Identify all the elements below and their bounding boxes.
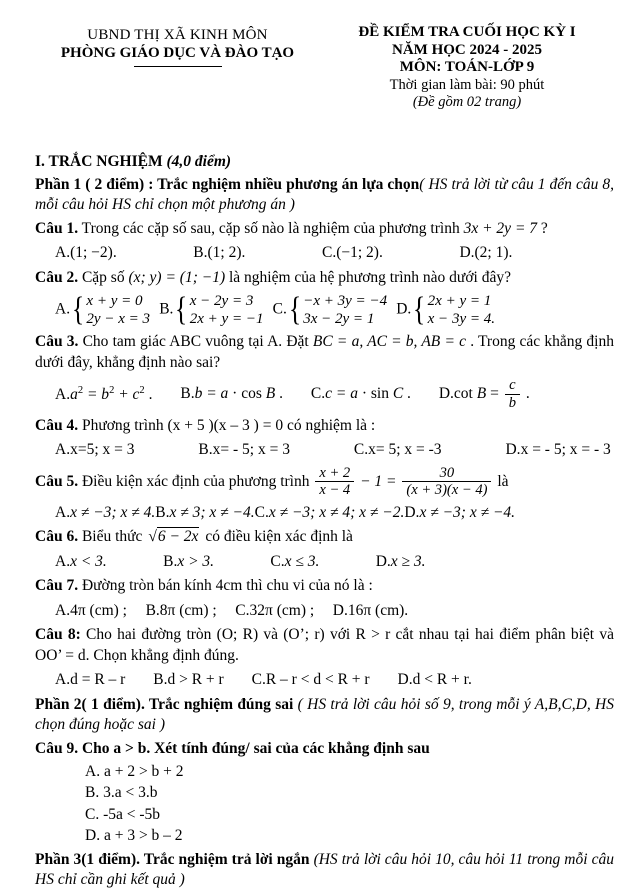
- text-segment: . Trong các khẳng định dưới đây, khẳng định nào sai?: [35, 333, 614, 371]
- text-segment: x=5; x = 3: [70, 441, 135, 459]
- text-segment: Trong các cặp số sau, cặp số nào là nghiệm của phương trình: [78, 219, 464, 237]
- fraction-denominator: x − 4: [319, 482, 351, 499]
- question-2-options-b: [159, 292, 263, 328]
- question-2-options-d: [396, 292, 495, 328]
- question-3-options-d: [439, 377, 530, 411]
- option-label: C.: [235, 601, 250, 619]
- exam-title-block: [320, 24, 614, 112]
- question-7-options: [55, 601, 408, 621]
- fraction: [315, 465, 354, 499]
- question-5-options: [55, 503, 516, 523]
- text-segment: I. TRẮC NGHIỆM: [35, 152, 167, 170]
- question-6-options-c: [270, 552, 319, 572]
- option-label: B.: [163, 552, 178, 570]
- text-segment: x ≠ 3; x ≠ −4.: [169, 504, 255, 522]
- question-3-options: [55, 377, 530, 411]
- option-label: D.: [459, 244, 475, 262]
- question-4-options: [55, 440, 611, 460]
- text-segment: BC = a, AC = b, AB = c: [312, 333, 466, 351]
- option-label: A.: [55, 244, 71, 262]
- text-segment: Câu 8:: [35, 626, 81, 644]
- question-8-options-b: [153, 670, 223, 690]
- question-4-options-b: [198, 440, 290, 460]
- school-year: NĂM HỌC 2024 - 2025: [392, 41, 542, 58]
- equation-system: [411, 292, 495, 328]
- text-segment: có điều kiện xác định là: [201, 528, 353, 546]
- equation-system: [70, 292, 150, 328]
- question-8-options-d: [398, 670, 472, 690]
- text-segment: d < R + r.: [412, 671, 472, 689]
- text-segment: · cos: [228, 385, 266, 403]
- text-segment: x < 3.: [70, 552, 107, 570]
- text-segment: Phương trình (x + 5 )(x – 3 ) = 0 có nghiệm là :: [78, 416, 376, 434]
- part-2-heading: [35, 695, 614, 736]
- text-segment: Phần 1 ( 2 điểm) : Trắc nghiệm nhiều phương án lựa chọn: [35, 175, 420, 193]
- part-1-heading: [35, 175, 614, 216]
- text-segment: x > 3.: [177, 552, 215, 570]
- text-segment: 16π (cm).: [347, 601, 409, 619]
- text-segment: .: [403, 385, 411, 403]
- question-7-options-a: [55, 601, 127, 621]
- option-label: C.: [272, 300, 287, 318]
- text-segment: Phần 3(1 điểm). Trắc nghiệm trả lời ngắn: [35, 850, 314, 868]
- question-9-option-d: [85, 826, 614, 846]
- document-body: [35, 152, 614, 891]
- question-3-options-b: [180, 384, 283, 404]
- text-segment: (−1; 2).: [336, 244, 383, 262]
- option-label: A.: [55, 385, 71, 403]
- fraction: [505, 377, 520, 411]
- question-8-options-a: [55, 670, 125, 690]
- text-segment: Biểu thức: [78, 528, 147, 546]
- text-segment: (HS trả lời câu hỏi 10, câu hỏi 11 trong mỗi câu HS chỉ cần ghi kết quả ): [35, 850, 614, 889]
- text-segment: 3x + 2y = 7: [463, 219, 538, 237]
- text-segment: b = a: [194, 385, 229, 403]
- question-6-options-b: [163, 552, 214, 572]
- question-5: [35, 465, 614, 499]
- question-6-options-a: [55, 552, 107, 572]
- text-segment: Câu 3.: [35, 333, 79, 351]
- option-label: A.: [55, 504, 71, 522]
- text-segment: ( HS trả lời câu hỏi số 9, trong mỗi ý A,B,C,D, HS chọn đúng hoặc sai ): [35, 695, 614, 734]
- option-label: D.: [375, 552, 391, 570]
- question-4: [35, 416, 614, 436]
- text-segment: B. 3.a < 3.b: [85, 784, 158, 802]
- system-equation: x − 2y = 3: [189, 293, 254, 310]
- radical-sign-icon: √: [148, 528, 157, 546]
- issuing-authority-block: [35, 24, 320, 112]
- question-6-options-d: [376, 552, 426, 572]
- superscript: 2: [77, 384, 84, 396]
- text-segment: 4π (cm) ;: [70, 601, 127, 619]
- text-segment: · sin: [357, 385, 393, 403]
- page-count-note: (Đề gồm 02 trang): [412, 94, 522, 110]
- question-7-options-b: [146, 601, 217, 621]
- text-segment: Câu 7.: [35, 577, 79, 595]
- text-segment: x ≥ 3.: [390, 552, 426, 570]
- text-segment: c = a: [325, 385, 358, 403]
- question-9-option-c: [85, 805, 614, 825]
- header-divider: [134, 66, 222, 67]
- text-segment: Câu 2.: [35, 268, 79, 286]
- option-label: B.: [145, 601, 160, 619]
- equation-system: [287, 292, 387, 328]
- option-label: B.: [153, 671, 168, 689]
- section-1-title: [35, 152, 614, 172]
- system-equations: [428, 292, 495, 328]
- system-equations: [86, 292, 150, 328]
- superscript: 2: [109, 384, 115, 396]
- text-segment: .: [521, 384, 530, 402]
- option-label: A.: [55, 441, 71, 459]
- text-segment: là nghiệm của hệ phương trình nào dưới đây?: [225, 268, 511, 286]
- question-6-options: [55, 552, 426, 572]
- question-1-options-a: [55, 243, 117, 263]
- brace-icon: {: [72, 290, 85, 328]
- text-segment: + c: [114, 385, 140, 403]
- question-1-options-d: [459, 243, 512, 263]
- text-segment: x ≤ 3.: [284, 552, 320, 570]
- question-1-options-b: [193, 243, 245, 263]
- option-label: B.: [193, 244, 208, 262]
- text-segment: (1; 2).: [207, 244, 246, 262]
- authority-name: UBND THỊ XÃ KINH MÔN: [87, 27, 268, 43]
- question-7: [35, 576, 614, 596]
- question-3-options-c: [311, 384, 411, 404]
- question-2: [35, 268, 614, 288]
- question-6: [35, 527, 614, 547]
- text-segment: (1; −2).: [70, 244, 117, 262]
- option-label: B.: [198, 441, 213, 459]
- fraction-denominator: b: [508, 394, 516, 411]
- text-segment: B: [265, 385, 276, 403]
- option-label: C.: [310, 385, 326, 403]
- option-label: C.: [322, 244, 337, 262]
- system-equation: x + y = 0: [86, 293, 143, 310]
- question-4-options-c: [354, 440, 442, 460]
- text-segment: Cho hai đường tròn (O; R) và (O’; r) với R > r cắt nhau tại hai điểm phân biệt và OO’ = d. Chọn khẳng định đúng.: [35, 626, 614, 664]
- text-segment: 8π (cm) ;: [159, 601, 217, 619]
- text-segment: Câu 6.: [35, 528, 79, 546]
- system-equations: [303, 292, 387, 328]
- document-header: [35, 24, 614, 112]
- option-label: C.: [353, 441, 369, 459]
- text-segment: Câu 9. Cho a > b. Xét tính đúng/ sai của các khẳng định sau: [35, 739, 430, 757]
- option-label: D.: [404, 504, 420, 522]
- text-segment: Phần 2( 1 điểm). Trắc nghiệm đúng sai: [35, 695, 298, 713]
- text-segment: x = - 5; x = - 3: [520, 441, 611, 459]
- fraction-numerator: x + 2: [315, 465, 354, 483]
- text-segment: Cặp số: [78, 268, 129, 286]
- option-label: D.: [505, 441, 521, 459]
- question-5-options-d: [404, 503, 515, 523]
- text-segment: =: [486, 384, 503, 402]
- question-3: [35, 332, 614, 373]
- text-segment: C. -5a < -5b: [85, 805, 161, 823]
- text-segment: D. a + 3 > b – 2: [85, 827, 183, 845]
- part-3-heading: [35, 850, 614, 891]
- system-equation: 2y − x = 3: [86, 311, 151, 328]
- question-5-options-c: [255, 503, 405, 523]
- text-segment: 32π (cm) ;: [249, 601, 315, 619]
- brace-icon: {: [288, 290, 302, 328]
- text-segment: x ≠ −3; x ≠ 4; x ≠ −2.: [268, 504, 405, 522]
- question-2-options: [55, 292, 495, 328]
- text-segment: (2; 1).: [474, 244, 513, 262]
- question-4-options-d: [505, 440, 610, 460]
- text-segment: ( HS trả lời từ câu 1 đến câu 8, mỗi câu hỏi HS chỉ chọn một phương án ): [35, 175, 614, 214]
- text-segment: a: [70, 385, 78, 403]
- option-label: B.: [180, 385, 195, 403]
- department-name: PHÒNG GIÁO DỤC VÀ ĐÀO TẠO: [60, 45, 295, 61]
- option-label: A.: [55, 671, 71, 689]
- option-label: D.: [397, 671, 413, 689]
- text-segment: .: [144, 385, 153, 403]
- text-segment: Câu 5.: [35, 472, 79, 490]
- text-segment: ?: [537, 219, 548, 237]
- question-5-options-b: [155, 503, 254, 523]
- option-label: C.: [254, 504, 269, 522]
- square-root: [148, 528, 199, 545]
- question-8: [35, 625, 614, 666]
- text-segment: cot: [453, 384, 477, 402]
- system-equation: 2x + y = 1: [427, 293, 492, 310]
- question-9: [35, 739, 614, 759]
- option-label: B.: [155, 504, 170, 522]
- superscript: 2: [139, 384, 145, 396]
- equation-system: [173, 292, 263, 328]
- text-segment: là: [493, 472, 509, 490]
- option-label: D.: [438, 384, 454, 402]
- question-1-options-c: [322, 243, 383, 263]
- fraction: [402, 465, 491, 499]
- question-4-options-a: [55, 440, 135, 460]
- text-segment: A. a + 2 > b + 2: [85, 763, 184, 781]
- text-segment: B: [476, 384, 487, 402]
- option-label: D.: [332, 601, 348, 619]
- option-label: A.: [55, 601, 71, 619]
- text-segment: (4,0 điểm): [166, 152, 232, 170]
- text-segment: x= 5; x = -3: [368, 441, 442, 459]
- text-segment: Câu 1.: [35, 219, 79, 237]
- option-label: C.: [251, 671, 266, 689]
- subject-grade: MÔN: TOÁN-LỚP 9: [399, 59, 535, 75]
- text-segment: x= - 5; x = 3: [212, 441, 290, 459]
- fraction-denominator: (x + 3)(x − 4): [406, 482, 488, 499]
- question-9-option-b: [85, 783, 614, 803]
- text-segment: Câu 4.: [35, 416, 79, 434]
- text-segment: Điều kiện xác định của phương trình: [78, 472, 314, 490]
- brace-icon: {: [175, 290, 188, 328]
- text-segment: .: [275, 385, 283, 403]
- text-segment: (x; y) = (1; −1): [128, 268, 226, 286]
- question-2-options-c: [273, 292, 387, 328]
- text-segment: x ≠ −3; x ≠ −4.: [419, 504, 516, 522]
- question-3-options-a: [55, 384, 152, 406]
- text-segment: C: [392, 385, 404, 403]
- fraction-numerator: 30: [402, 465, 491, 483]
- text-segment: R – r < d < R + r: [265, 671, 370, 689]
- brace-icon: {: [413, 290, 426, 328]
- text-segment: = b: [83, 385, 110, 403]
- exam-title: ĐỀ KIỂM TRA CUỐI HỌC KỲ I: [358, 24, 576, 40]
- system-equation: −x + 3y = −4: [303, 293, 388, 310]
- option-label: B.: [159, 300, 174, 318]
- question-7-options-c: [235, 601, 314, 621]
- question-8-options: [55, 670, 472, 690]
- text-segment: d > R + r: [167, 671, 224, 689]
- radicand: 6 − 2x: [157, 528, 199, 546]
- option-label: D.: [396, 300, 412, 318]
- text-segment: Đường tròn bán kính 4cm thì chu vi của nó là :: [78, 577, 373, 595]
- question-8-options-c: [252, 670, 370, 690]
- fraction-numerator: c: [505, 377, 520, 395]
- text-segment: − 1 =: [356, 472, 401, 490]
- time-limit: Thời gian làm bài: 90 phút: [389, 76, 545, 93]
- question-2-options-a: [55, 292, 150, 328]
- question-9-option-a: [85, 762, 614, 782]
- option-label: A.: [55, 300, 71, 318]
- question-1: [35, 219, 614, 239]
- question-7-options-d: [333, 601, 408, 621]
- system-equation: 3x − 2y = 1: [303, 311, 375, 328]
- system-equation: x − 3y = 4.: [427, 311, 496, 328]
- text-segment: d = R – r: [70, 671, 126, 689]
- text-segment: Cho tam giác ABC vuông tại A. Đặt: [78, 333, 313, 351]
- option-label: A.: [55, 552, 71, 570]
- question-1-options: [55, 243, 512, 263]
- question-5-options-a: [55, 503, 155, 523]
- system-equation: 2x + y = −1: [189, 311, 264, 328]
- system-equations: [190, 292, 264, 328]
- option-label: C.: [270, 552, 285, 570]
- text-segment: x ≠ −3; x ≠ 4.: [70, 504, 156, 522]
